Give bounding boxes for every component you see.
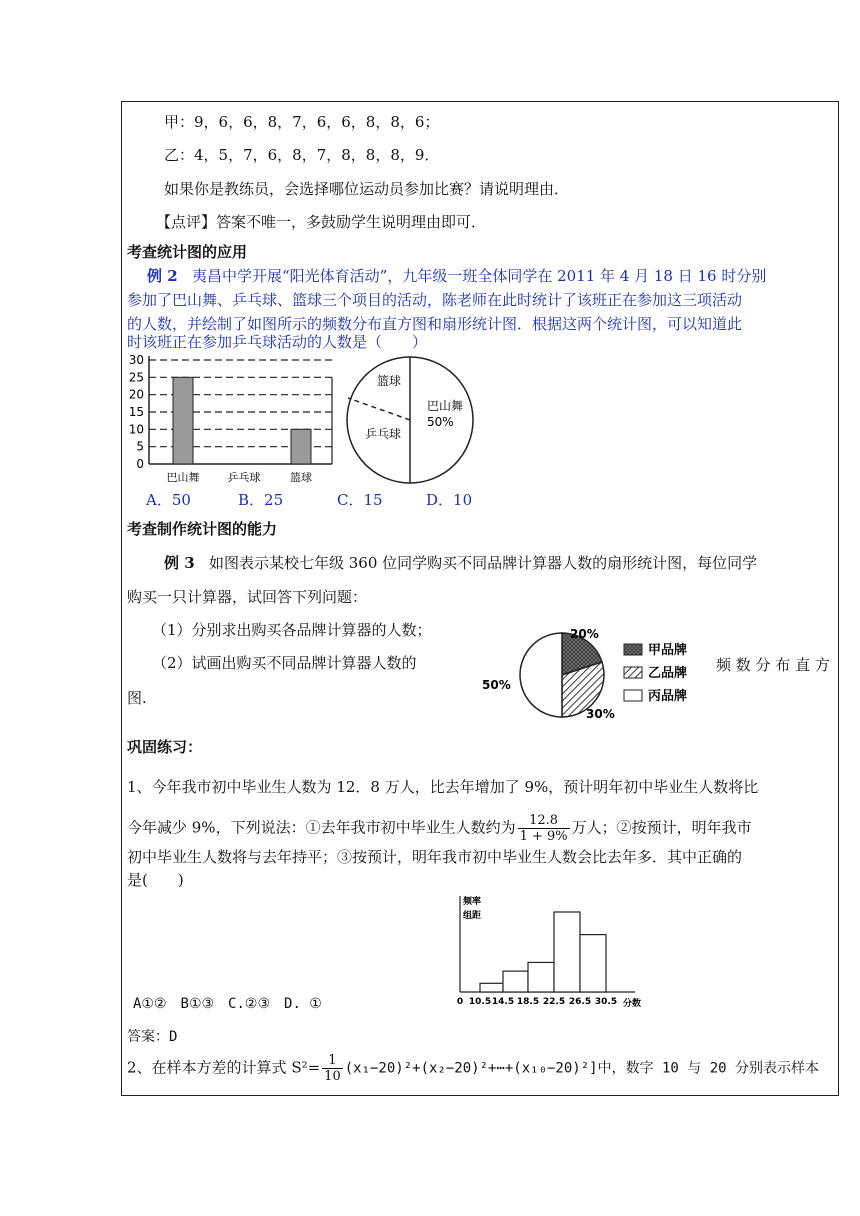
practice-1-line1: 1、今年我市初中毕业生人数为 12．8 万人，比去年增加了 9%，预计明年初中毕业生人数将比 (127, 778, 759, 796)
pct-label-yi: 30% (586, 707, 615, 721)
practice-1-line3: 初中毕业生人数将与去年持平；③按预计，明年我市初中毕业生人数会比去年多．其中正确的 (127, 848, 743, 866)
fraction-one-tenth (322, 1053, 343, 1084)
hist-x-tick-label: 26.5 (568, 997, 592, 1007)
hist-bar (580, 935, 606, 992)
legend-swatch-jia (624, 644, 642, 655)
y-tick-label: 0 (136, 457, 144, 471)
coach-question: 如果你是教练员，会选择哪位运动员参加比赛？请说明理由． (164, 180, 570, 198)
example-2-line2: 参加了巴山舞、乒乓球、篮球三个项目的活动，陈老师在此时统计了该班正在参加这三项活动 (127, 291, 743, 309)
legend-swatch-yi (624, 667, 642, 678)
y-tick-label: 10 (128, 422, 144, 437)
legend-label-bing: 丙品牌 (648, 689, 688, 704)
option-b: B．25 (238, 491, 284, 509)
fraction-one: 1 (322, 1053, 343, 1069)
practice-1-line2-start: 今年减少 9%，下列说法：①去年我市初中毕业生人数约为 (127, 818, 516, 837)
example-3-label: 例 3 (164, 554, 195, 572)
example-3-line1: 如图表示某校七年级 360 位同学购买不同品牌计算器人数的扇形统计图，每位同学 (208, 554, 758, 572)
example-2-line1: 夷昌中学开展“阳光体育活动”，九年级一班全体同学在 2011 年 4 月 18 日 16 时分别 (191, 267, 767, 285)
practice-1-line4: 是( ) (127, 871, 184, 889)
x-tick-label: 巴山舞 (166, 471, 200, 484)
hist-x-tick-label: 10.5 (468, 997, 492, 1007)
fraction-numerator: 12.8 (518, 813, 570, 829)
hist-bar (528, 962, 554, 992)
legend-label-yi: 乙品牌 (648, 666, 688, 681)
bar (291, 429, 311, 464)
practice-1-answer: 答案：D (127, 1029, 178, 1045)
score-histogram (450, 892, 660, 1014)
hist-ylabel-bottom: 组距 (463, 911, 482, 921)
hist-x-tick-label: 18.5 (516, 997, 540, 1007)
pie-label-pingpong: 乒乓球 (365, 427, 402, 441)
brand-pie (520, 633, 604, 717)
hist-x-tick-label: 22.5 (542, 997, 566, 1007)
hist-bar (554, 912, 580, 992)
legend-swatch-bing (624, 690, 642, 701)
option-c: C．15 (337, 491, 383, 509)
section-title-chart-making: 考查制作统计图的能力 (127, 520, 278, 538)
fraction-ten: 10 (324, 1069, 341, 1084)
pie-label-bashan-pct: 50% (427, 415, 454, 429)
example-3-line2: 购买一只计算器，试回答下列问题： (127, 588, 368, 606)
hist-x-tick-label: 0 (456, 997, 464, 1007)
brand-pie-chart (478, 622, 698, 728)
hist-xlabel: 分数 (623, 999, 642, 1009)
y-tick-label: 30 (128, 353, 144, 367)
y-tick-label: 5 (136, 439, 144, 454)
legend-label-jia: 甲品牌 (648, 643, 688, 658)
bar (173, 377, 193, 464)
pie-label-basketball: 篮球 (377, 374, 402, 388)
example-2-line3: 的人数，并绘制了如图所示的频数分布直方图和扇形统计图．根据这两个统计图，可以知道此 (127, 315, 743, 333)
comment-text: 【点评】答案不唯一，多鼓励学生说明理由即可． (156, 213, 487, 231)
y-tick-label: 20 (128, 387, 144, 402)
practice-title: 巩固练习： (127, 738, 203, 756)
pie-slice (520, 633, 562, 717)
practice-2-formula: (x₁−20)²+(x₂−20)²+⋯+(x₁₀−20)²]中，数字 10 与 20 分别表示样本 (344, 1060, 820, 1077)
practice-2-start: 2、在样本方差的计算式 S²= (127, 1058, 321, 1077)
option-d: D．10 (426, 491, 473, 509)
hist-bar (480, 983, 503, 992)
hist-bar (503, 971, 528, 992)
option-a: A．50 (146, 491, 191, 509)
hist-ylabel-top: 频率 (463, 897, 482, 907)
y-tick-label: 15 (128, 405, 144, 419)
activity-bar-chart (127, 352, 337, 492)
example-3-q2-tail: 图. (127, 689, 147, 707)
pct-label-bing: 50% (482, 678, 511, 692)
hist-x-tick-label: 14.5 (491, 997, 515, 1007)
athlete-jia-scores: 甲：9，6，6，8，7，6，6，8，8，6； (164, 113, 440, 131)
pct-label-jia: 20% (570, 627, 599, 641)
hist-x-tick-label: 30.5 (594, 997, 618, 1007)
fraction-denominator: 1 + 9% (519, 829, 568, 844)
example-2-label: 例 2 (147, 267, 178, 285)
activity-pie-chart (345, 352, 475, 488)
x-tick-label: 篮球 (290, 471, 312, 484)
y-tick-label: 25 (128, 370, 144, 385)
x-tick-label: 乒乓球 (227, 471, 261, 484)
practice-1-line2-end: 万人；②按预计，明年我市 (571, 818, 752, 837)
pie-label-bashan: 巴山舞 (427, 399, 464, 413)
section-title-chart-application: 考查统计图的应用 (127, 243, 248, 261)
practice-1-options: A①② B①③ C.②③ D. ① (133, 996, 322, 1012)
example-3-q1: （1）分别求出购买各品牌计算器的人数； (152, 621, 432, 639)
example-3-q2-start: （2）试画出购买不同品牌计算器人数的 (152, 654, 417, 672)
example-3-q2-end: 频 数 分 布 直 方 (716, 656, 830, 674)
example-2-line4: 时该班正在参加乒乓球活动的人数是（ ） (127, 333, 428, 351)
athlete-yi-scores: 乙：4，5，7，6，8，7，8，8，8，9． (164, 146, 440, 164)
fraction-last-year (518, 813, 570, 844)
